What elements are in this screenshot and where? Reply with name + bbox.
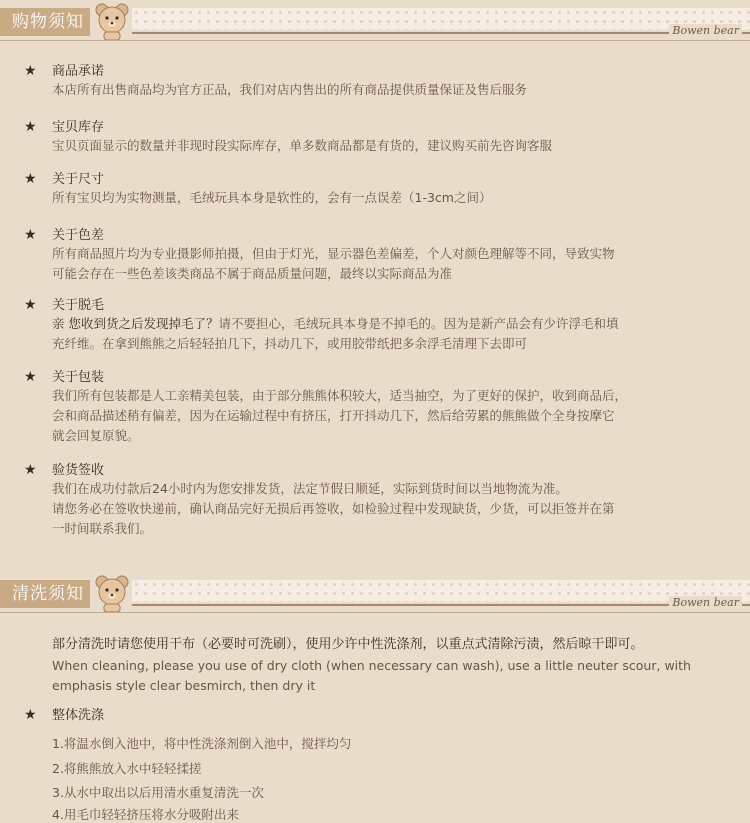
item-label: 关于包装 [52,370,105,385]
wash-step: 4.用毛巾轻轻挤压将水分吸附出来 [52,807,239,822]
star-icon: ★ [24,171,37,187]
item-body [52,314,724,354]
brand-label: Bowen bear [669,596,742,609]
wash-step: 1.将温水倒入池中，将中性洗涤剂倒入池中，搅拌均匀 [52,736,352,751]
item-label: 整体洗涤 [52,708,105,723]
list-item [24,461,724,539]
bear-icon [92,0,132,42]
shopping-header [0,0,750,44]
item-body: 我们所有包装都是人工亲精美包装，由于部分熊熊体积较大，适当抽空，为了更好的保护，收到商品后， 会和商品描述稍有偏差，因为在运输过程中有挤压，打开抖动几下，然后给劳累的熊熊做个全身按摩它 就会回复原貌。 [52,388,628,443]
list-item [24,118,724,156]
wash-step: 2.将熊熊放入水中轻轻揉搓 [52,761,202,776]
star-icon: ★ [24,227,37,243]
divider [132,604,750,606]
item-body-text: 请不要担心，毛绒玩具本身是不掉毛的。因为是新产品会有少许浮毛和填 充纤维。在拿到熊熊之后轻轻拍几下，抖动几下，或用胶带纸把多余浮毛清理下去即可 [52,316,619,351]
star-icon: ★ [24,369,37,385]
washing-intro: 部分清洗时请您使用干布（必要时可洗刷），使用少许中性洗涤剂，以重点式清除污渍，然后晾干即可。 [52,637,644,652]
list-item [24,62,724,100]
dotted-banner [132,580,750,602]
star-icon: ★ [24,119,37,135]
item-body: 我们在成功付款后24小时内为您安排发货，法定节假日顺延，实际到货时间以当地物流为准。 请您务必在签收快递前，确认商品完好无损后再签收，如检验过程中发现缺货，少货，可以拒签并在第 一时间联系我们。 [52,481,615,536]
item-label: 宝贝库存 [52,120,105,135]
list-item [24,296,724,354]
star-icon: ★ [24,707,37,723]
item-body: 本店所有出售商品均为官方正品，我们对店内售出的所有商品提供质量保证及售后服务 [52,82,528,97]
bear-icon [92,572,132,614]
star-icon: ★ [24,297,37,313]
list-item [24,368,724,446]
item-label: 验货签收 [52,463,105,478]
list-item [24,170,724,208]
star-icon: ★ [24,462,37,478]
divider [0,40,750,41]
dotted-banner [132,8,750,30]
item-label: 关于色差 [52,228,105,243]
section-title: 清洗须知 [0,580,90,608]
item-label: 商品承诺 [52,64,105,79]
star-icon: ★ [24,63,37,79]
item-label: 关于尺寸 [52,172,105,187]
wash-step: 3.从水中取出以后用清水重复清洗一次 [52,785,264,800]
brand-label: Bowen bear [669,24,742,37]
item-body: 宝贝页面显示的数量并非现时段实际库存，单多数商品都是有货的，建议购买前先咨询客服 [52,138,553,153]
divider [132,32,750,34]
list-item [24,706,724,724]
item-label: 关于脱毛 [52,298,105,313]
item-body: 所有宝贝均为实物测量，毛绒玩具本身是软性的，会有一点误差（1-3cm之间） [52,190,492,205]
section-title: 购物须知 [0,8,90,36]
washing-header [0,572,750,616]
washing-intro-english: When cleaning, please you use of dry cloth (when necessary can wash), use a little neuter scour, with emphasis style clear besmirch, then dry it [52,658,691,693]
divider [0,612,750,613]
list-item [24,226,724,284]
item-body: 所有商品照片均为专业摄影师拍摄，但由于灯光，显示器色差偏差，个人对颜色理解等不同，导致实物 可能会存在一些色差该类商品不属于商品质量问题，最终以实际商品为准 [52,246,615,281]
item-lead: 亲 您收到货之后发现掉毛了？ [52,316,219,331]
